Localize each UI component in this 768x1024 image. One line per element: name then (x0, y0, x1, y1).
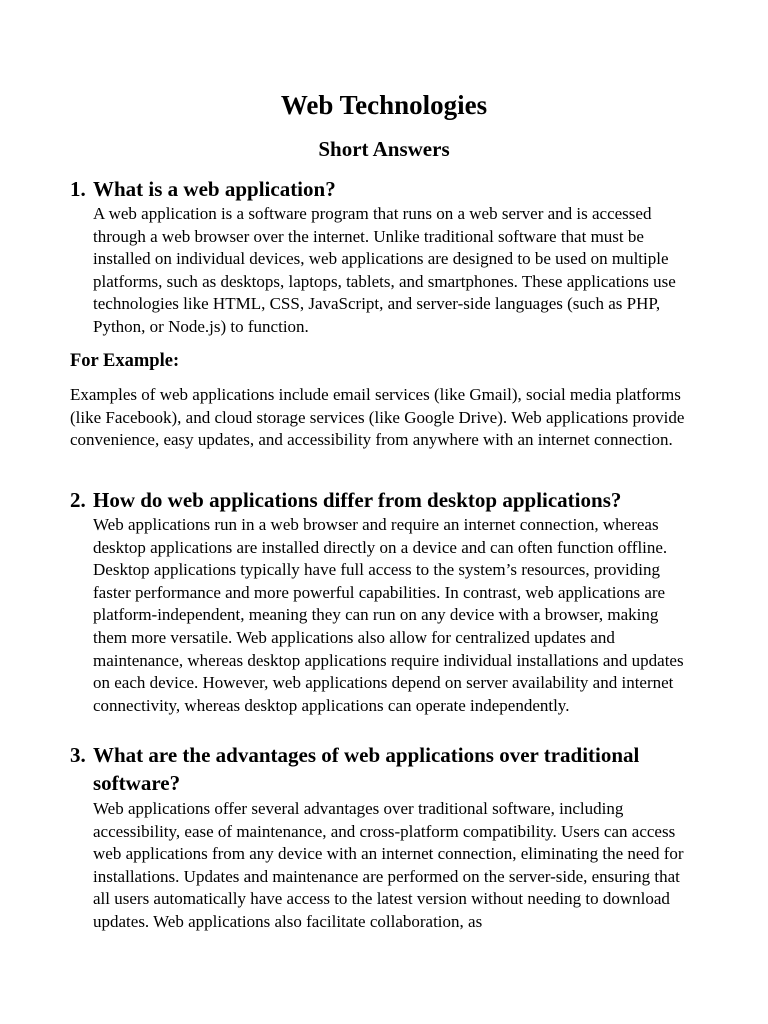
question-2-heading (70, 486, 710, 514)
question-1-answer: A web application is a software program that runs on a web server and is accessed through a web browser over the internet. Unlike traditional software that must be installed on individual devices, web applications are designed to be used on multiple platforms, such as desktops, laptops, tablets, and smartphones. These applications use technologies like HTML, CSS, JavaScript, and server-side languages (such as PHP, Python, or Node.js) to function. (93, 204, 676, 336)
question-3-heading (70, 741, 710, 797)
question-1-heading (70, 175, 710, 203)
document-title: Web Technologies (280, 90, 488, 120)
question-3-number: 3. (70, 743, 86, 767)
example-paragraph: Examples of web applications include email services (like Gmail), social media platforms (like Facebook), and cloud storage services (like Google Drive). Web applications provide convenience, easy updates, and accessibility from anywhere with an internet connection. (70, 385, 685, 450)
question-3-answer: Web applications offer several advantages over traditional software, including accessibility, ease of maintenance, and cross-platform compatibility. Users can access web applications from any device with an internet connection, eliminating the need for installations. Updates and maintenance are performed on the server-side, ensuring that all users automatically have access to the latest version without needing to download updates. Web applications also facilitate collaboration, as (93, 799, 684, 931)
question-1-number: 1. (70, 177, 86, 201)
question-2-text: How do web applications differ from desktop applications? (93, 488, 622, 512)
question-2-number: 2. (70, 488, 86, 512)
question-1-text: What is a web application? (93, 177, 336, 201)
question-2-answer: Web applications run in a web browser and require an internet connection, whereas desktop applications are installed directly on a device and can often function offline. Desktop applications typically have full access to the system’s resources, providing faster performance and more powerful capabilities. In contrast, web applications are platform-independent, meaning they can run on any device with a browser, making them more versatile. Web applications also allow for centralized updates and maintenance, whereas desktop applications require individual installations and updates on each device. However, web applications depend on server availability and internet connectivity, whereas desktop applications can operate independently. (93, 515, 684, 715)
example-label: For Example: (70, 351, 180, 371)
document-subtitle: Short Answers (318, 137, 450, 161)
question-3-text: What are the advantages of web applications over traditional software? (93, 743, 640, 795)
